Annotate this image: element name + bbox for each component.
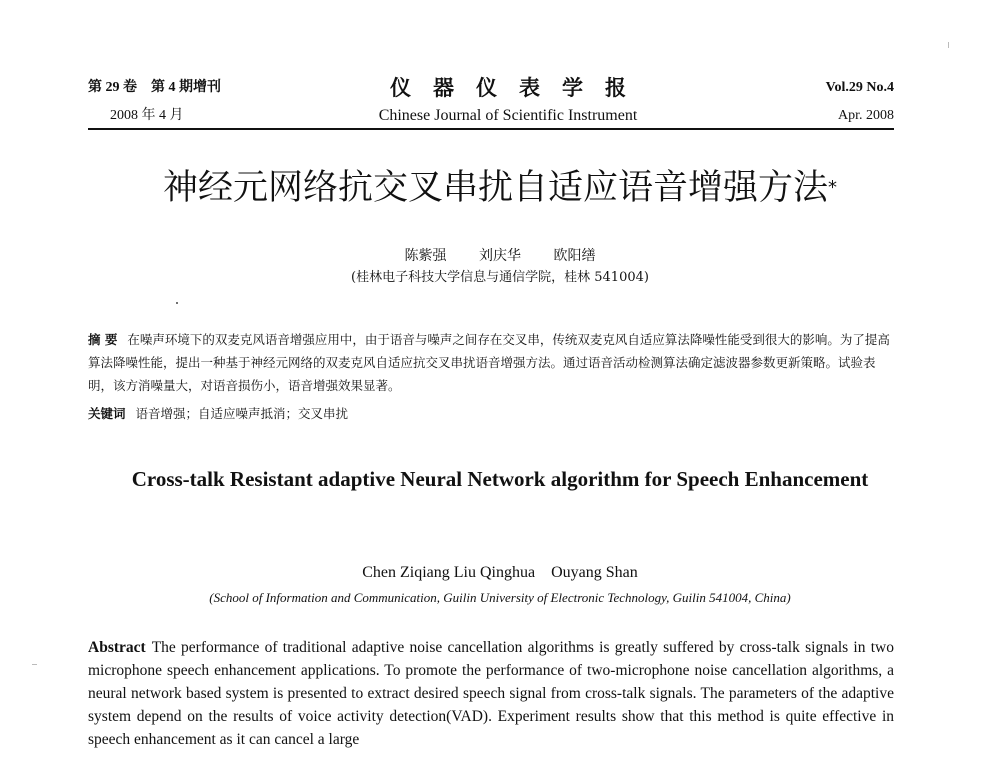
volume-number-en: Vol.29 No.4 <box>825 80 894 95</box>
abstract-cn-text: 在噪声环境下的双麦克风语音增强应用中，由于语音与噪声之间存在交叉串，传统双麦克风自适应算法降噪性能受到很大的影响。为了提高算法降噪性能，提出一种基于神经元网络的双麦克风自适应抗交叉串扰语音增强方法。通过语音活动检测算法确定滤波器参数更新策略。试验表明，该方消噪量大，对语音损伤小，语音增强效果显著。 <box>88 332 890 393</box>
keywords-cn <box>88 402 894 425</box>
stray-mark <box>176 302 178 304</box>
header-left <box>88 74 221 130</box>
author-list-cn <box>0 246 1000 266</box>
scan-speck <box>32 664 37 665</box>
author-list-en: Chen Ziqiang Liu Qinghua Ouyang Shan <box>362 564 638 581</box>
author-cn: 陈紫强 <box>404 248 447 264</box>
abstract-cn-label: 摘 要 <box>88 332 118 347</box>
keywords-cn-text: 语音增强；自适应噪声抵消；交叉串扰 <box>135 406 349 421</box>
journal-header <box>88 74 894 132</box>
abstract-en-text: The performance of traditional adaptive noise cancellation algorithms is greatly suffered by cross-talk signals in two microphone speech enhancement applications. To promote the performance of two-microphone noise cancellation algorithms, a neural network based system is presented to extract desired speech signal from cross-talk signals. The parameters of the adaptive system depend on the results of voice activity detection(VAD). Experiment results show that this method is quite effective in speech enhancement as it can cancel a large <box>88 639 894 748</box>
volume-issue: 第 29 卷 第 4 期增刊 <box>88 80 221 95</box>
issue-date-cn: 2008 年 4 月 <box>110 108 184 123</box>
title-cn-text: 神经元网络抗交叉串扰自适应语音增强方法 <box>162 168 828 208</box>
header-rule <box>88 128 894 130</box>
paper-title-cn <box>0 165 1000 211</box>
header-center <box>308 74 708 130</box>
title-footnote-mark: * <box>828 177 837 198</box>
header-right <box>826 74 894 130</box>
journal-name-cn: 仪器仪表学报 <box>390 75 648 100</box>
keywords-cn-label: 关键词 <box>88 406 126 421</box>
abstract-en-label: Abstract <box>88 639 146 656</box>
affiliation-en: (School of Information and Communication, Guilin University of Electronic Technology, Guilin 541004, China) <box>209 590 791 605</box>
paper-title-en: Cross-talk Resistant adaptive Neural Network algorithm for Speech Enhancement <box>131 467 869 491</box>
scan-speck <box>948 42 949 48</box>
affiliation-cn: (桂林电子科技大学信息与通信学院，桂林 541004) <box>351 270 649 285</box>
abstract-cn <box>88 328 894 397</box>
author-cn: 欧阳缮 <box>553 248 596 264</box>
journal-name-en: Chinese Journal of Scientific Instrument <box>378 107 638 124</box>
abstract-en <box>88 636 894 751</box>
author-cn: 刘庆华 <box>479 248 521 264</box>
issue-date-en: Apr. 2008 <box>838 108 894 123</box>
